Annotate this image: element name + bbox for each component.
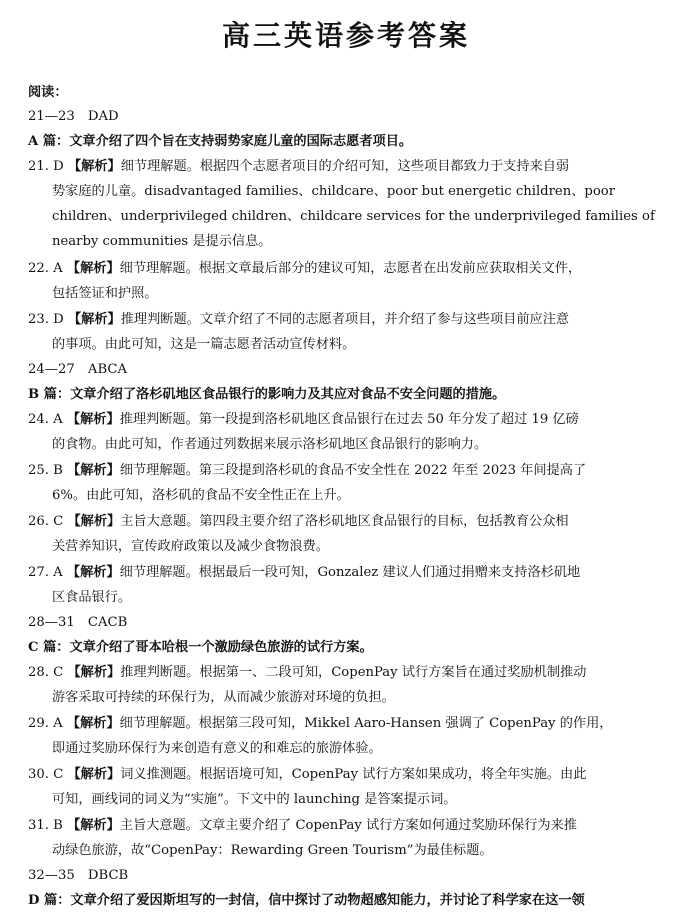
analysis-tag: 【解析】 (67, 665, 121, 680)
answer-group-21-23: 21—23 DAD (28, 109, 119, 124)
answer-text-line: nearby communities 是提示信息。 (52, 234, 272, 249)
answer-30 (28, 766, 668, 784)
answer-24 (28, 411, 668, 429)
answer-text-line: 细节理解题。根据最后一段可知，Gonzalez 建议人们通过捐赠来支持洛杉矶地 (119, 565, 581, 580)
question-number: 25. B (28, 463, 63, 478)
passage-d-summary: D 篇：文章介绍了爱因斯坦写的一封信，信中探讨了动物超感知能力，并讨论了科学家在这一领 (28, 893, 585, 908)
analysis-tag: 【解析】 (67, 312, 121, 327)
analysis-tag: 【解析】 (66, 261, 120, 276)
passage-c-summary: C 篇：文章介绍了哥本哈根一个激励绿色旅游的试行方案。 (28, 640, 373, 655)
answer-text-line: 区食品银行。 (52, 590, 132, 605)
answer-group-24-27: 24—27 ABCA (28, 362, 128, 377)
analysis-tag: 【解析】 (67, 818, 120, 833)
answer-text-line: 的食物。由此可知，作者通过列数据来展示洛杉矶地区食品银行的影响力。 (52, 437, 488, 452)
answer-text-line: 主旨大意题。文章主要介绍了 CopenPay 试行方案如何通过奖励环保行为来推 (119, 818, 577, 833)
question-number: 22. A (28, 261, 63, 276)
question-number: 31. B (28, 818, 63, 833)
question-number: 21. D (28, 159, 64, 174)
answer-text-line: 推理判断题。根据第一、二段可知，CopenPay 试行方案旨在通过奖励机制推动 (120, 665, 587, 680)
analysis-tag: 【解析】 (67, 767, 121, 782)
question-number: 29. A (28, 716, 63, 731)
answer-text-line: 的事项。由此可知，这是一篇志愿者活动宣传材料。 (52, 337, 356, 352)
answer-text-line: 游客采取可持续的环保行为，从而减少旅游对环境的负担。 (52, 690, 395, 705)
answer-text-line: 包括签证和护照。 (52, 286, 158, 301)
answer-text-line: 可知，画线词的词义为“实施”。下文中的 launching 是答案提示词。 (52, 792, 457, 807)
answer-text-line: 词义推测题。根据语境可知，CopenPay 试行方案如果成功，将全年实施。由此 (120, 767, 587, 782)
answer-text-line: 细节理解题。根据第三段可知，Mikkel Aaro-Hansen 强调了 CopenPay 的作用， (119, 716, 613, 731)
answer-text-line: 推理判断题。文章介绍了不同的志愿者项目，并介绍了参与这些项目前应注意 (120, 312, 570, 327)
analysis-tag: 【解析】 (66, 565, 120, 580)
analysis-tag: 【解析】 (67, 463, 120, 478)
answer-text-line: 主旨大意题。第四段主要介绍了洛杉矶地区食品银行的目标，包括教育公众相 (120, 514, 569, 529)
answer-text-line: 势家庭的儿童。disadvantaged families、childcare、poor but energetic children、poor (52, 184, 616, 199)
answer-text-line: children、underprivileged children、childcare services for the underprivileged families of (52, 209, 655, 224)
question-number: 24. A (28, 412, 63, 427)
question-number: 30. C (28, 767, 64, 782)
answer-group-28-31: 28—31 CACB (28, 615, 128, 630)
question-number: 26. C (28, 514, 64, 529)
answer-22 (28, 260, 668, 278)
answer-29 (28, 715, 668, 733)
question-number: 27. A (28, 565, 63, 580)
answer-28 (28, 664, 668, 682)
answer-text-line: 动绿色旅游，故“CopenPay：Rewarding Green Tourism”为最佳标题。 (52, 843, 493, 858)
answer-text-line: 关营养知识，宣传政府政策以及减少食物浪费。 (52, 539, 329, 554)
answer-25 (28, 462, 668, 480)
question-number: 23. D (28, 312, 64, 327)
answer-text-line: 即通过奖励环保行为来创造有意义的和难忘的旅游体验。 (52, 741, 382, 756)
analysis-tag: 【解析】 (66, 412, 120, 427)
passage-a-summary: A 篇：文章介绍了四个旨在支持弱势家庭儿童的国际志愿者项目。 (28, 134, 413, 149)
question-number: 28. C (28, 665, 64, 680)
answer-26 (28, 513, 668, 531)
section-label: 阅读： (28, 85, 68, 100)
answer-text-line: 细节理解题。根据文章最后部分的建议可知，志愿者在出发前应获取相关文件， (119, 261, 582, 276)
analysis-tag: 【解析】 (66, 716, 120, 731)
answer-text-line: 6%。由此可知，洛杉矶的食品不安全性正在上升。 (52, 488, 350, 503)
answer-23 (28, 311, 668, 329)
answer-31 (28, 817, 668, 835)
answer-group-32-35: 32—35 DBCB (28, 868, 129, 883)
answer-27 (28, 564, 668, 582)
answer-21 (28, 158, 668, 176)
answer-text-line: 推理判断题。第一段提到洛杉矶地区食品银行在过去 50 年分发了超过 19 亿磅 (119, 412, 579, 427)
analysis-tag: 【解析】 (67, 514, 121, 529)
answer-text-line: 细节理解题。根据四个志愿者项目的介绍可知，这些项目都致力于支持来自弱 (120, 159, 570, 174)
page-title: 高三英语参考答案 (221, 19, 470, 52)
analysis-tag: 【解析】 (67, 159, 121, 174)
passage-b-summary: B 篇：文章介绍了洛杉矶地区食品银行的影响力及其应对食品不安全问题的措施。 (28, 387, 506, 402)
answer-text-line: 细节理解题。第三段提到洛杉矶的食品不安全性在 2022 年至 2023 年间提高了 (119, 463, 587, 478)
